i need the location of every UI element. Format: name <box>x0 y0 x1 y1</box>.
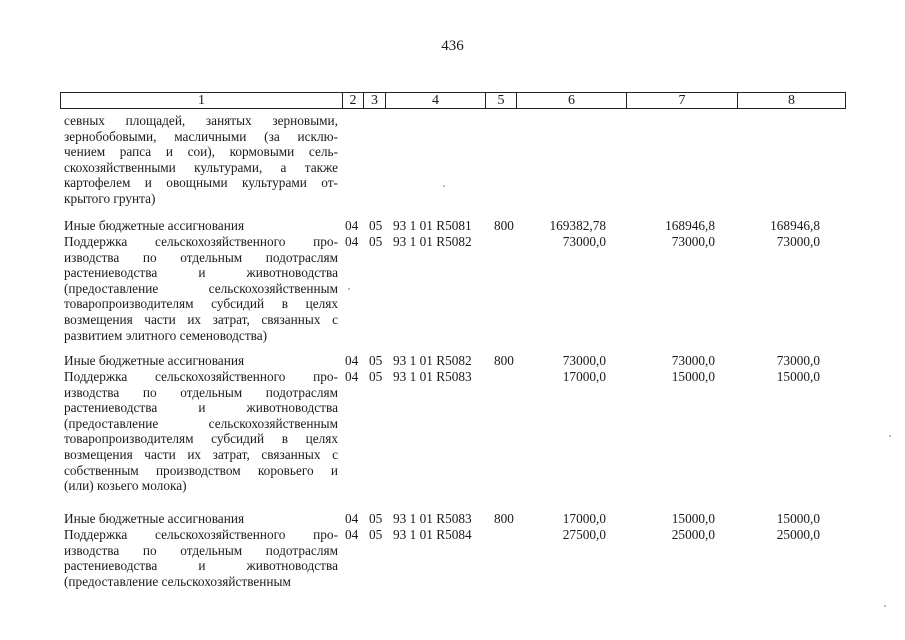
description-line: возмещения части их затрат, связанных с <box>64 311 338 327</box>
header-col-7: 7 <box>627 93 738 108</box>
description-line: товаропроизводителям субсидий в целях <box>64 431 338 447</box>
amount-year-3: 73000,0 <box>776 234 820 249</box>
expense-type-code: 800 <box>494 353 514 368</box>
subsection-code: 05 <box>369 234 383 249</box>
table-header <box>60 92 846 109</box>
description-line: развитием элитного семеноводства) <box>64 327 268 343</box>
section-code: 04 <box>345 511 359 526</box>
amount-year-1: 17000,0 <box>562 511 606 526</box>
scan-speck <box>889 435 891 437</box>
scan-speck <box>348 288 350 290</box>
amount-year-1: 169382,78 <box>549 218 606 233</box>
row-description <box>64 369 338 494</box>
expense-type-code: 800 <box>494 511 514 526</box>
header-col-8: 8 <box>788 93 795 108</box>
description-line: Иные бюджетные ассигнования <box>64 353 245 368</box>
description-line: скохозяйственными культурами, а также <box>64 159 338 175</box>
description-line: севных площадей, занятых зерновыми, <box>64 113 338 128</box>
amount-year-1: 27500,0 <box>562 527 606 542</box>
section-code: 04 <box>345 218 359 233</box>
subsection-code: 05 <box>369 369 383 384</box>
scan-speck <box>884 605 886 607</box>
amount-year-3: 15000,0 <box>776 511 820 526</box>
description-line: (или) козьего молока) <box>64 478 187 494</box>
description-line: изводства по отдельным подотраслям <box>64 542 338 558</box>
row-description <box>64 353 338 369</box>
amount-year-1: 17000,0 <box>562 369 606 384</box>
description-line: крытого грунта) <box>64 190 156 206</box>
description-line: Иные бюджетные ассигнования <box>64 218 245 233</box>
amount-year-2: 73000,0 <box>671 353 715 368</box>
amount-year-3: 168946,8 <box>770 218 820 233</box>
row-description <box>64 218 338 234</box>
expense-type-code: 800 <box>494 218 514 233</box>
target-article-code: 93 1 01 R5084 <box>393 527 472 542</box>
description-line: товаропроизводителям субсидий в целях <box>64 296 338 312</box>
header-col-2: 2 <box>343 93 364 108</box>
description-line: картофелем и овощными культурами от- <box>64 175 338 191</box>
section-code: 04 <box>345 527 359 542</box>
description-line: собственным производством коровьего и <box>64 462 338 478</box>
section-code: 04 <box>345 234 359 249</box>
description-line: возмещения части их затрат, связанных с <box>64 446 338 462</box>
description-line: Поддержка сельскохозяйственного про- <box>64 527 338 542</box>
header-col-6: 6 <box>517 93 627 108</box>
subsection-code: 05 <box>369 353 383 368</box>
description-line: Поддержка сельскохозяйственного про- <box>64 234 338 249</box>
header-col-4: 4 <box>386 93 486 108</box>
description-line: изводства по отдельным подотраслям <box>64 249 338 265</box>
row-description <box>64 113 338 207</box>
target-article-code: 93 1 01 R5081 <box>393 218 472 233</box>
section-code: 04 <box>345 369 359 384</box>
row-description <box>64 527 338 589</box>
subsection-code: 05 <box>369 218 383 233</box>
description-line: изводства по отдельным подотраслям <box>64 384 338 400</box>
subsection-code: 05 <box>369 527 383 542</box>
amount-year-2: 15000,0 <box>671 369 715 384</box>
amount-year-1: 73000,0 <box>562 353 606 368</box>
amount-year-2: 73000,0 <box>671 234 715 249</box>
description-line: Поддержка сельскохозяйственного про- <box>64 369 338 384</box>
header-col-5: 5 <box>486 93 517 108</box>
amount-year-2: 15000,0 <box>671 511 715 526</box>
subsection-code: 05 <box>369 511 383 526</box>
amount-year-3: 73000,0 <box>776 353 820 368</box>
row-description <box>64 511 338 527</box>
scan-speck <box>443 185 445 187</box>
target-article-code: 93 1 01 R5083 <box>393 369 472 384</box>
amount-year-2: 25000,0 <box>671 527 715 542</box>
target-article-code: 93 1 01 R5082 <box>393 353 472 368</box>
target-article-code: 93 1 01 R5082 <box>393 234 472 249</box>
amount-year-3: 25000,0 <box>776 527 820 542</box>
amount-year-2: 168946,8 <box>665 218 715 233</box>
description-line: растениеводства и животноводства <box>64 400 338 416</box>
description-line: Иные бюджетные ассигнования <box>64 511 245 526</box>
description-line: чением рапса и сои), кормовыми сель- <box>64 144 338 160</box>
header-col-3: 3 <box>364 93 386 108</box>
description-line: (предоставление сельскохозяйственным <box>64 573 291 589</box>
target-article-code: 93 1 01 R5083 <box>393 511 472 526</box>
description-line: зернобобовыми, масличными (за исклю- <box>64 128 338 144</box>
page-number: 436 <box>441 38 464 54</box>
section-code: 04 <box>345 353 359 368</box>
description-line: растениеводства и животноводства <box>64 558 338 574</box>
amount-year-1: 73000,0 <box>562 234 606 249</box>
description-line: растениеводства и животноводства <box>64 265 338 281</box>
header-col-1: 1 <box>61 93 343 108</box>
row-description <box>64 234 338 343</box>
description-line: (предоставление сельскохозяйственным <box>64 415 338 431</box>
amount-year-3: 15000,0 <box>776 369 820 384</box>
description-line: (предоставление сельскохозяйственным <box>64 280 338 296</box>
